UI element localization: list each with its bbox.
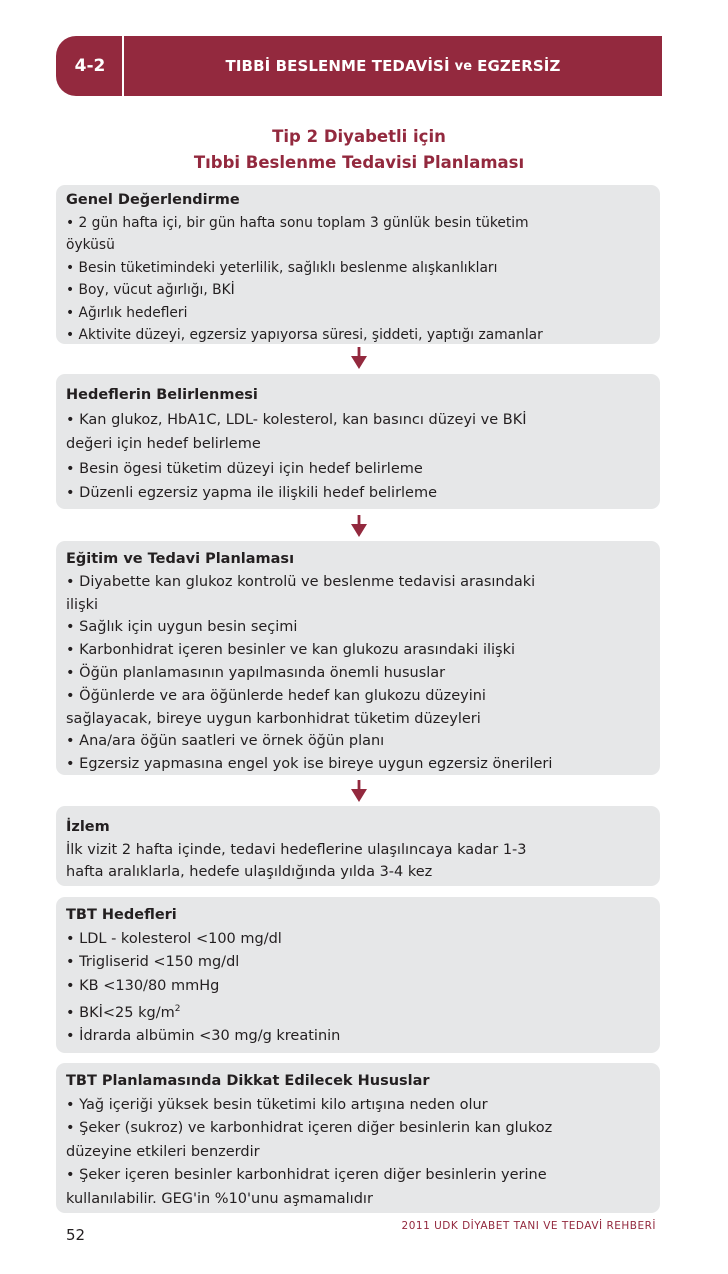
flow-arrow-down-icon (350, 347, 368, 369)
section-tbt-planlamasi-hususlar (56, 1063, 660, 1213)
bmi-target-text: • BKİ<25 kg/m (66, 1004, 175, 1021)
section-line: • Ana/ara öğün saatleri ve örnek öğün planı (66, 733, 385, 750)
bmi-unit-superscript: 2 (174, 1004, 181, 1014)
section-line: • Besin ögesi tüketim düzeyi için hedef belirleme (66, 460, 423, 477)
flow-arrow-down-icon (350, 515, 368, 537)
chapter-header (56, 36, 662, 96)
section-line: • Sağlık için uygun besin seçimi (66, 619, 298, 636)
section-izlem (56, 806, 660, 886)
page-title-line2: Tıbbi Beslenme Tedavisi Planlaması (193, 153, 525, 172)
section-line: • Düzenli egzersiz yapma ile ilişkili hedef belirleme (66, 485, 438, 501)
section-line: • Öğünlerde ve ara öğünlerde hedef kan glukozu düzeyini (66, 687, 486, 704)
section-title: İzlem (66, 819, 110, 835)
chapter-title-part1: TIBBİ BESLENME TEDAVİSİ (225, 57, 450, 75)
section-line: • İdrarda albümin <30 mg/g kreatinin (66, 1028, 341, 1045)
chapter-title (124, 36, 662, 96)
section-line: • KB <130/80 mmHg (66, 977, 220, 994)
section-line: • Diyabette kan glukoz kontrolü ve beslenme tedavisi arasındaki (66, 573, 536, 590)
section-line: • Egzersiz yapmasına engel yok ise bireye uygun egzersiz önerileri (66, 756, 553, 773)
section-line: • Şeker içeren besinler karbonhidrat içeren diğer besinlerin yerine (66, 1167, 547, 1183)
section-line: değeri için hedef belirleme (66, 436, 261, 452)
section-line: • Aktivite düzeyi, egzersiz yapıyorsa süresi, şiddeti, yaptığı zamanlar (66, 327, 543, 343)
section-line: İlk vizit 2 hafta içinde, tedavi hedeflerine ulaşılıncaya kadar 1-3 (66, 841, 527, 858)
section-line: öyküsü (66, 237, 115, 253)
section-line: • Şeker (sukroz) ve karbonhidrat içeren diğer besinlerin kan glukoz (66, 1120, 553, 1136)
section-title: Eğitim ve Tedavi Planlaması (66, 551, 295, 567)
footer-text: 2011 UDK DİYABET TANI VE TEDAVİ REHBERİ (401, 1220, 656, 1232)
section-line: • Ağırlık hedefleri (66, 304, 188, 321)
section-line: • Öğün planlamasının yapılmasında önemli hususlar (66, 664, 446, 681)
section-line: kullanılabilir. GEG'in %10'unu aşmamalıdır (66, 1190, 373, 1207)
section-line: • Kan glukoz, HbA1C, LDL- kolesterol, kan basıncı düzeyi ve BKİ (66, 411, 527, 428)
page-title (56, 124, 662, 176)
section-line: • Boy, vücut ağırlığı, BKİ (66, 282, 235, 298)
section-tbt-hedefleri (56, 897, 660, 1053)
section-line: sağlayacak, bireye uygun karbonhidrat tüketim düzeyleri (66, 710, 481, 727)
section-genel-degerlendirme (56, 185, 660, 344)
section-hedeflerin-belirlenmesi (56, 374, 660, 509)
chapter-title-connector: ve (454, 58, 473, 74)
section-line: • Yağ içeriği yüksek besin tüketimi kilo artışına neden olur (66, 1096, 488, 1113)
section-line: • 2 gün hafta içi, bir gün hafta sonu toplam 3 günlük besin tüketim (66, 214, 529, 231)
section-line: • Besin tüketimindeki yeterlilik, sağlıklı beslenme alışkanlıkları (66, 259, 498, 276)
section-title: Hedeflerin Belirlenmesi (66, 387, 258, 403)
page-number: 52 (66, 1226, 86, 1244)
section-title: Genel Değerlendirme (66, 192, 240, 208)
chapter-title-part2: EGZERSİZ (477, 57, 561, 75)
chapter-number: 4-2 (74, 56, 106, 76)
section-line: • Trigliserid <150 mg/dl (66, 954, 240, 970)
section-line: hafta aralıklarla, hedefe ulaşıldığında yılda 3-4 kez (66, 864, 433, 880)
section-egitim-ve-tedavi-planlamasi (56, 541, 660, 775)
flow-arrow-down-icon (350, 780, 368, 802)
section-line: ilişki (66, 596, 99, 613)
section-line (66, 998, 650, 1025)
section-line: • LDL - kolesterol <100 mg/dl (66, 930, 282, 947)
section-line: • Karbonhidrat içeren besinler ve kan glukozu arasındaki ilişki (66, 642, 516, 659)
page-title-line1: Tip 2 Diyabetli için (272, 127, 446, 146)
section-title: TBT Planlamasında Dikkat Edilecek Hususlar (66, 1073, 430, 1089)
section-title: TBT Hedefleri (66, 907, 177, 923)
section-line: düzeyine etkileri benzerdir (66, 1143, 260, 1160)
